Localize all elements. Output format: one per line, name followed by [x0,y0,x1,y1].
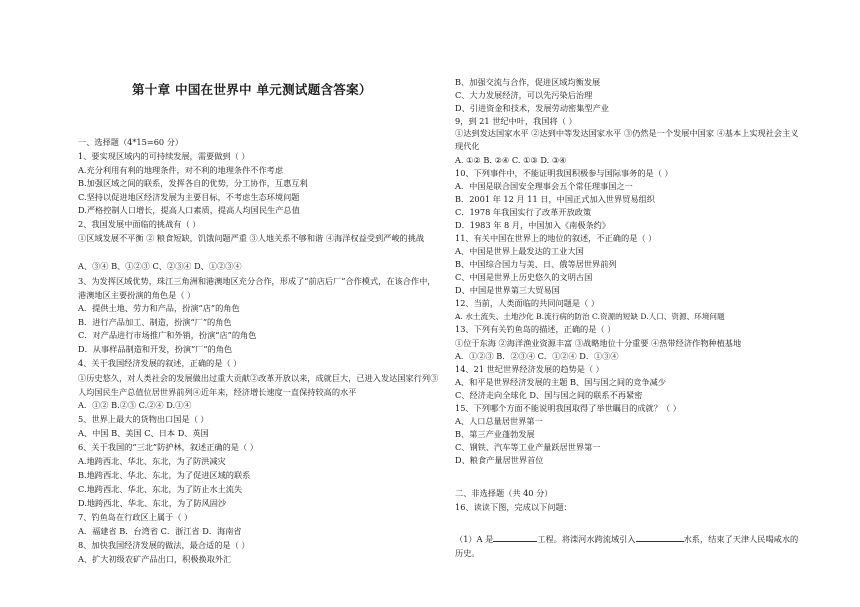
question-9-statements: ①达到发达国家水平 ②达到中等发达国家水平 ③仍然是一个发展中国家 ④基本上实现社会主义现代化 [455,128,799,151]
option-a: A.地跨西北、华北、东北，为了防洪减灾 [78,456,226,466]
section-heading: 二、非选择题（共 40 分） [455,488,553,498]
option-c: C．1978 年我国实行了改革开放政策 [455,207,592,217]
question-1: 1、要实现区域内的可持续发展，需要做到（ ） [78,151,250,161]
question-12-options: A. 水土流失、土地沙化 B.流行病的防治 C.资源的短缺 D.人口、资源、环境问题 [455,312,725,321]
option-c: C、中国是世界上历史悠久的文明古国 [455,272,593,282]
option-d: D．1983 年 8 月，中国加入《南极条约》 [455,220,611,230]
question-16-part-1-end: 水系，结束了天津人民喝咸水的历史。 [455,534,799,558]
option-c: C．对产品进行市场推广和外销，扮演“店”的角色 [78,330,257,340]
option-a: A、人口总量居世界第一 [455,416,543,426]
question-13: 13、下列有关钓鱼岛的描述，正确的是（ ） [455,324,616,334]
option-b: B、加强交流与合作，促进区域均衡发展 [455,77,601,87]
option-d: D.严格控制人口增长，提高人口素质，提高人均国民生产总值 [78,205,300,215]
question-16-part-1-lead: （1）A 是 [455,534,494,544]
question-5: 5、世界上最大的货物出口国是（ ） [78,414,209,424]
question-4-options: A．①② B.②③ C.②④ D.①④ [78,400,192,410]
question-7: 7、钓鱼岛在行政区上属于（ ） [78,512,193,522]
page-title: 第十章 中国在世界中 单元测试题含答案） [132,82,372,97]
option-c: C.地跨西北、华北、东北，为了防止水土流失 [78,484,243,494]
question-2-statements: ①区域发展不平衡 ② 粮食短缺，饥饿问题严重 ③人地关系不够和谐 ④海洋权益受到严峻的挑战 [78,233,425,243]
option-b: B、中国综合国力与美、日、俄等居世界前列 [455,259,617,269]
option-d: D、引进资金和技术，发展劳动密集型产业 [455,103,609,113]
section-heading: 一、选择题（4*15=60 分） [78,137,184,147]
option-d: D、中国是世界第三大贸易国 [455,285,560,295]
option-d: D.地跨西北、华北、东北，为了防风固沙 [78,498,227,508]
question-2-options: A、③④ B、①②③ C、②③④ D、①②③④ [78,261,242,271]
question-16-part-1-mid: 工程。将滦河水跨流域引入 [537,534,636,544]
question-10: 10、下列事件中，不能证明我国积极参与国际事务的是（ ） [455,168,673,178]
question-3: 3、为发挥区域优势，珠江三角洲和港澳地区充分合作，形成了“前店后厂”合作模式，在该合作中，港澳地区主要扮演的角色是（ ） [78,276,436,300]
option-b: B．进行产品加工、制造，扮演“厂”的角色 [78,317,232,327]
question-16-part-1 [455,532,800,560]
option-b: B．2001 年 12 月 11 日，中国正式加入世界贸易组织 [455,194,655,204]
option-a: A．中国是联合国安全理事会五个常任理事国之一 [455,181,633,191]
option-a: A．提供土地、劳力和产品，扮演“店”的角色 [78,303,240,313]
question-13-statements: ①位于东海 ②海洋渔业资源丰富 ③战略地位十分重要 ④热带经济作物种植基地 [455,338,742,348]
question-9-options: A. ①② B. ②④ C. ①③ D. ③④ [455,155,567,165]
question-9: 9，到 21 世纪中叶，我国将（ ） [455,116,577,126]
question-2: 2、我国发展中面临的挑战有（ ） [78,219,201,229]
question-11: 11、有关中国在世界上的地位的叙述，不正确的是（ ） [455,233,657,243]
option-c: C、钢铁、汽车等工业产量跃居世界第一 [455,442,601,452]
option-b: B.地跨西北、华北、东北，为了促进区域的联系 [78,470,251,480]
option-a: A.充分利用有利的地理条件，对不利的地理条件不作考虑 [78,165,284,175]
question-5-options: A、中国 B、美国 C、日本 D、英国 [78,428,209,438]
question-14-options-cd: C、经济走向全球化 D、国与国之间的联系不再紧密 [455,390,643,400]
question-16: 16、读读下图，完成以下问题： [455,502,572,512]
question-7-options: A．福建省 B．台湾省 C．浙江省 D．海南省 [78,526,242,536]
option-c: C、大力发展经济，可以先污染后治理 [455,90,593,100]
answer-blank[interactable] [636,532,684,542]
question-8: 8、加快我国经济发展的做法，最合适的是（ ） [78,540,250,550]
option-b: B、第三产业蓬勃发展 [455,429,535,439]
question-14-options-ab: A、和平是世界经济发展的主题 B、国与国之间的竞争减少 [455,377,667,387]
option-a: A、扩大初级农矿产品出口，积极换取外汇 [78,554,232,564]
option-d: D．从事样品制造和开发，扮演“厂”的角色 [78,344,233,354]
option-c: C.坚持以促进地区经济发展为主要目标，不考虑生态环境问题 [78,192,300,202]
question-13-options: A．①②③ B．②③④ C．①②④ D．①③④ [455,351,619,361]
option-b: B.加强区域之间的联系，发挥各自的优势，分工协作，互惠互利 [78,178,308,188]
option-d: D、粮食产量居世界首位 [455,455,544,465]
option-a: A、中国是世界上最发达的工业大国 [455,246,584,256]
answer-blank[interactable] [493,532,537,542]
question-6: 6、关于我国的“三北”防护林，叙述正确的是（ ） [78,442,258,452]
question-14: 14、21 世纪世界经济发展的趋势是（ ） [455,364,604,374]
question-12: 12、当前，人类面临的共同问题是（ ） [455,298,600,308]
question-15: 15、下列哪个方面不能说明我国取得了举世瞩目的成就？（ ） [455,403,681,413]
question-4-statements: ①历史悠久，对人类社会的发展做出过重大贡献②改革开放以来，成就巨大，已进入发达国家行列③人均国民生产总值位居世界前列④近年来，经济增长速度一直保持较高的水平 [78,373,439,397]
question-4: 4、关于我国经济发展的叙述，正确的是（ ） [78,358,242,368]
